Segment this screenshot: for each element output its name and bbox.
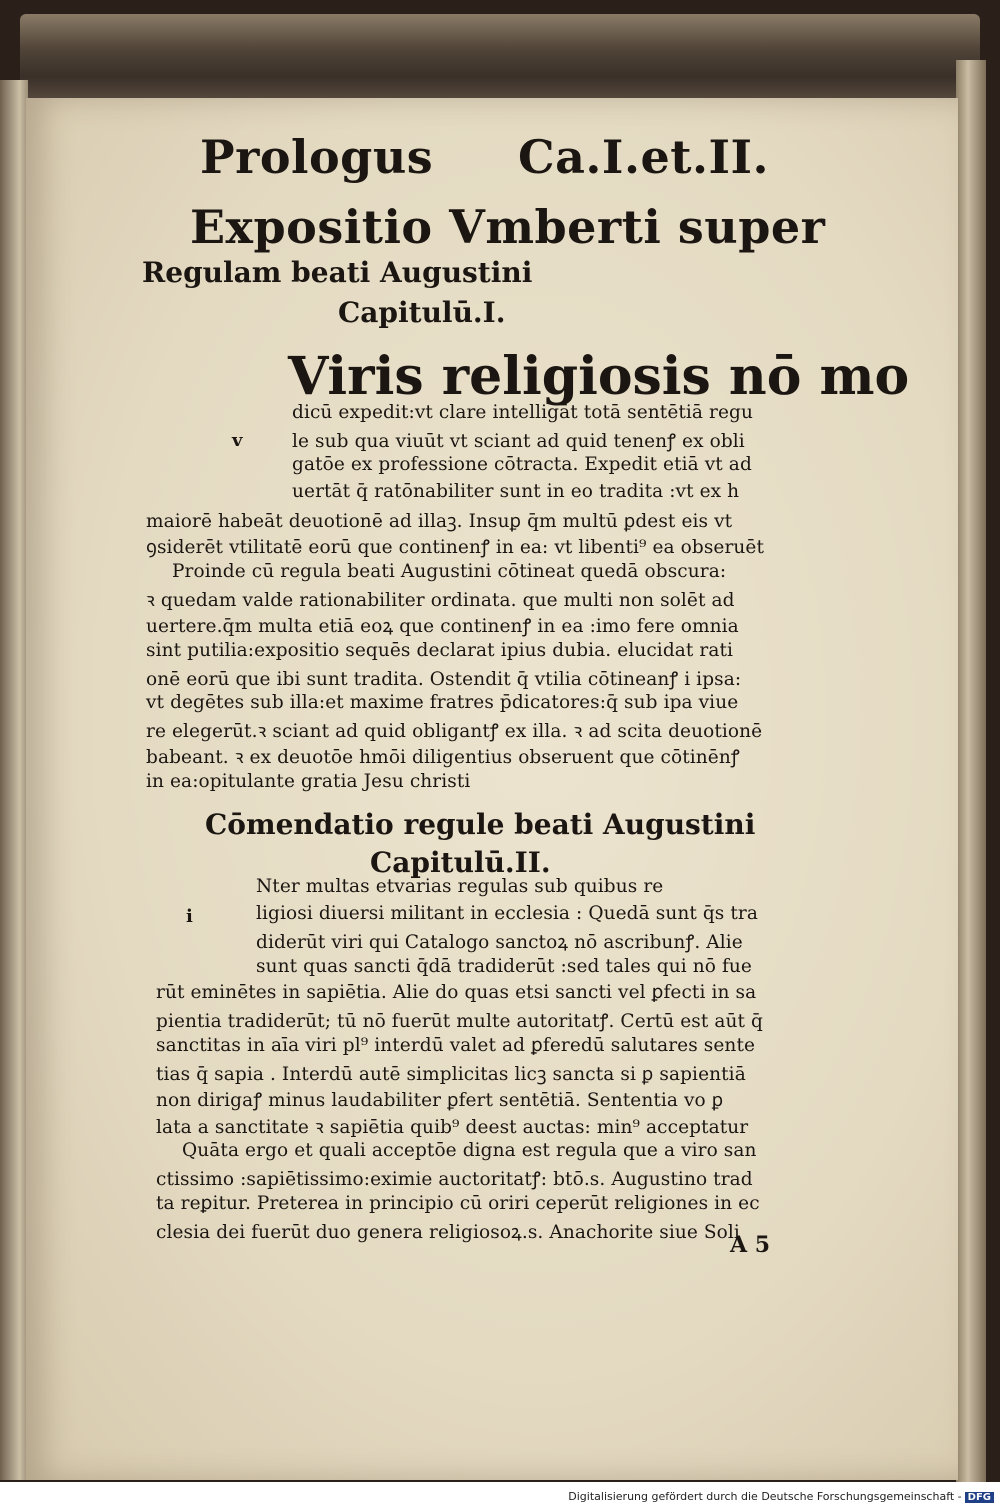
ch2-line: non dirigaꝭ minus laudabiliter ꝑfert sentētiā. Sententia vo ꝑ	[156, 1090, 724, 1111]
title-line-2: Regulam beati Augustini	[142, 256, 533, 289]
left-page-edge	[0, 80, 28, 1480]
footer-credit-text: Digitalisierung gefördert durch die Deutsche Forschungsgemeinschaft -	[568, 1490, 962, 1503]
ch2-line: ligiosi diuersi militant in ecclesia : Quedā sunt q̄s tra	[256, 903, 758, 924]
ch1-line: re elegerūt.ꝛ sciant ad quid obligantꝭ ex illa. ꝛ ad scita deuotionē	[146, 721, 763, 742]
ch2-line: sunt quas sancti q̄dā tradiderūt :sed tales qui nō fue	[256, 956, 752, 977]
ch1-line: le sub qua viuūt vt sciant ad quid tenenꝭ ex obli	[292, 431, 745, 452]
right-page-edges	[956, 60, 986, 1490]
ch1-line: in ea:opitulante gratia Jesu christi	[146, 771, 471, 792]
title-line-3: Capitulū.I.	[338, 296, 506, 329]
ch1-line: vt degētes sub illa:et maxime fratres p̄dicatores:q̄ sub ipa viue	[146, 692, 739, 713]
chapter1-initial-line: Viris religiosis nō mo	[288, 346, 910, 407]
ch1-line: sint putilia:expositio sequēs declarat ipius dubia. elucidat rati	[146, 640, 734, 661]
ch1-line: Proinde cū regula beati Augustini cōtineat quedā obscura:	[172, 561, 727, 582]
ch1-line: babeant. ꝛ ex deuotōe hmōi diligentius obseruent que cōtinēnꝭ	[146, 747, 740, 768]
dfg-logo: DFG	[965, 1492, 994, 1503]
ch1-line: ꝯsiderēt vtilitatē eorū que continenꝭ in ea: vt libenti⁹ ea obseruēt	[146, 537, 765, 558]
ch1-line: dicū expedit:vt clare intelligāt totā sentētiā regu	[292, 402, 753, 423]
ch1-line: gatōe ex professione cōtracta. Expedit etiā vt ad	[292, 454, 752, 475]
signature-mark: A 5	[730, 1232, 771, 1258]
ch2-line: Quāta ergo et quali acceptōe digna est regula que a viro san	[182, 1140, 757, 1161]
ch1-line: uertere.q̄m multa etiā eoꝝ que continenꝭ in ea :imo fere omnia	[146, 616, 739, 637]
chapter2-title-1: Cōmendatio regule beati Augustini	[205, 808, 756, 841]
ch2-line: tias q̄ sapia . Interdū autē simplicitas licꝫ sancta si ꝑ sapientiā	[156, 1064, 746, 1085]
ch1-line: onē eorū que ibi sunt tradita. Ostendit q̄ vtilia cōtineanꝭ i ipsa:	[146, 669, 742, 690]
book-top-edge	[20, 14, 980, 104]
running-header-right: Ca.I.et.II.	[518, 130, 770, 184]
ch1-line: uertāt q̄ ratōnabiliter sunt in eo tradita :vt ex h	[292, 481, 740, 502]
ch2-line: rūt eminētes in sapiētia. Alie do quas etsi sancti vel ꝑfecti in sa	[156, 982, 757, 1003]
chapter2-margin-mark: i	[186, 906, 193, 927]
ch2-line: ta reꝑitur. Preterea in principio cū oriri ceperūt religiones in ec	[156, 1193, 760, 1214]
ch2-line: ctissimo :sapiētissimo:eximie auctoritatꝭ: btō.s. Augustino trad	[156, 1169, 753, 1190]
ch2-line: lata a sanctitate ꝛ sapiētia quib⁹ deest auctas: min⁹ acceptatur	[156, 1117, 749, 1138]
ch2-line: pientia tradiderūt; tū nō fuerūt multe autoritatꝭ. Certū est aūt q̄	[156, 1011, 763, 1032]
ch2-line: diderūt viri qui Catalogo sanctoꝝ nō ascribunꝭ. Alie	[256, 932, 743, 953]
ch2-line: Nter multas etvarias regulas sub quibus re	[256, 876, 664, 897]
title-line-1: Expositio Vmberti super	[190, 200, 826, 254]
ch1-line: ꝛ quedam valde rationabiliter ordinata. que multi non solēt ad	[146, 590, 735, 611]
running-header-left: Prologus	[200, 130, 434, 184]
ch2-line: clesia dei fuerūt duo genera religiosoꝝ.s. Anachorite siue Soli	[156, 1222, 740, 1243]
footer-credit	[568, 1490, 994, 1503]
chapter1-margin-mark: v	[232, 430, 243, 451]
ch1-line: maiorē habeāt deuotionē ad illaꝫ. Insuꝑ q̄m multū ꝑdest eis vt	[146, 511, 733, 532]
ch2-line: sanctitas in aīa viri pl⁹ interdū valet ad ꝑferedū salutares sente	[156, 1035, 756, 1056]
chapter2-title-2: Capitulū.II.	[370, 846, 551, 879]
